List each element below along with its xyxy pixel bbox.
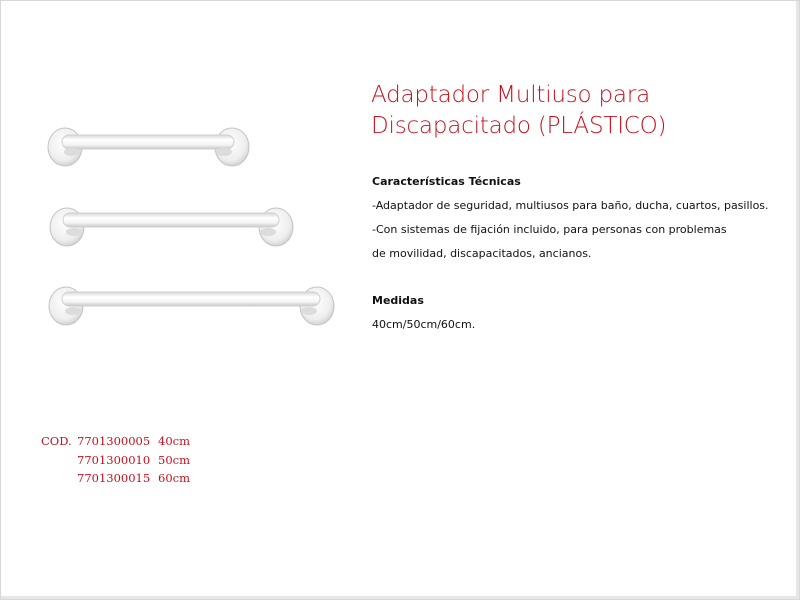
code-size: 50cm <box>158 452 190 467</box>
measures-value: 40cm/50cm/60cm. <box>372 318 476 331</box>
spec-line: -Con sistemas de fijación incluido, para personas con problemas <box>372 223 727 236</box>
code-size: 60cm <box>158 471 190 485</box>
spec-line: -Adaptador de seguridad, multiusos para baño, ducha, cuartos, pasillos. <box>372 199 769 212</box>
code-row <box>41 432 190 451</box>
spec-line: de movilidad, discapacitados, ancianos. <box>372 247 592 260</box>
product-title-line2: Discapacitado (PLÁSTICO) <box>371 113 667 139</box>
measures-heading: Medidas <box>372 294 424 307</box>
product-codes <box>41 432 190 488</box>
code-number: 7701300005 <box>77 434 151 448</box>
code-size: 40cm <box>158 434 190 448</box>
code-number: 7701300015 <box>77 471 151 485</box>
product-title <box>371 80 771 142</box>
code-prefix: COD. <box>41 434 72 448</box>
technical-specs <box>372 170 782 337</box>
specs-heading: Características Técnicas <box>372 175 521 188</box>
code-row <box>41 469 190 488</box>
code-row <box>41 451 190 470</box>
code-number: 7701300010 <box>77 452 151 467</box>
product-title-line1: Adaptador Multiuso para <box>371 82 650 108</box>
